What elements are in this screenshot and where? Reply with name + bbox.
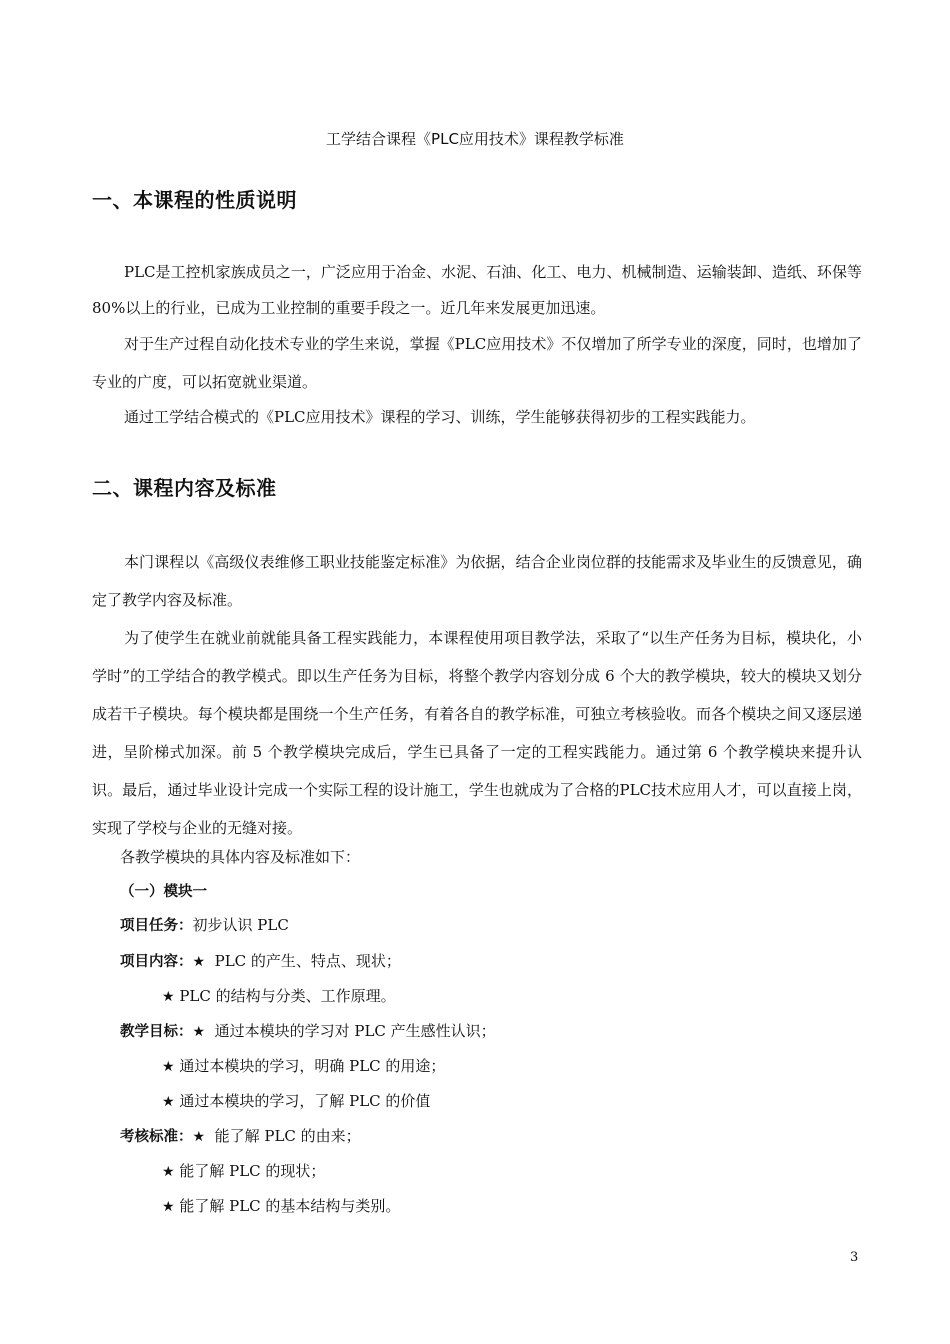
section-heading-content: 二、课程内容及标准 [92, 476, 277, 500]
star-icon: ★ [192, 1129, 206, 1145]
assessment-row: 考核标准：★ 能了解 PLC 的由来； [120, 1127, 361, 1145]
star-icon: ★ [192, 954, 206, 970]
star-icon: ★ [162, 1199, 175, 1215]
paragraph: 对于生产过程自动化技术专业的学生来说，掌握《PLC应用技术》不仅增加了所学专业的深度，同时，也增加了专业的广度，可以拓宽就业渠道。 [92, 335, 862, 391]
module-heading: （一）模块一 [120, 884, 207, 900]
list-item: 通过本模块的学习，明确 PLC 的用途； [179, 1057, 446, 1075]
list-item: PLC 的结构与分类、工作原理。 [179, 987, 396, 1005]
star-icon: ★ [162, 1059, 175, 1075]
list-item-row [162, 1160, 325, 1181]
star-icon: ★ [192, 1024, 206, 1040]
list-item: 通过本模块的学习对 PLC 产生感性认识； [214, 1022, 496, 1040]
teaching-goal-label: 教学目标 [120, 1024, 178, 1040]
list-item: 能了解 PLC 的基本结构与类别。 [179, 1197, 401, 1215]
star-icon: ★ [162, 1094, 175, 1110]
document-title: 工学结合课程《PLC应用技术》课程教学标准 [326, 130, 624, 148]
project-content-row: 项目内容：★ PLC 的产生、特点、现状； [120, 952, 401, 970]
list-item: PLC 的产生、特点、现状； [214, 952, 401, 970]
paragraph: 为了使学生在就业前就能具备工程实践能力，本课程使用项目教学法，采取了“以生产任务为目标，模块化，小学时”的工学结合的教学模式。即以生产任务为目标，将整个教学内容划分成 6 个大的教学模块，较大的模块又划分成若干子模块。每个模块都是围绕一个生产任务，有着各自的教学标准，可独立考核验收。而各个模块之间又逐层递进，呈阶梯式加深。前 5 个教学模块完成后，学生已具备了一定的工程实践能力。通过第 6 个教学模块来提升认识。最后，通过毕业设计完成一个实际工程的设计施工，学生也就成为了合格的PLC技术应用人才，可以直接上岗，实现了学校与企业的无缝对接。 [92, 629, 862, 837]
list-item: 能了解 PLC 的由来； [214, 1127, 361, 1145]
paragraph: 通过工学结合模式的《PLC应用技术》课程的学习、训练，学生能够获得初步的工程实践能力。 [124, 408, 756, 426]
star-icon: ★ [162, 1164, 175, 1180]
list-item: 通过本模块的学习，了解 PLC 的价值 [179, 1092, 431, 1110]
project-task-label: 项目任务 [120, 918, 178, 934]
project-content-label: 项目内容 [120, 954, 178, 970]
page-number: 3 [850, 1250, 859, 1265]
list-item-row [162, 985, 396, 1006]
list-item: 能了解 PLC 的现状； [179, 1162, 326, 1180]
paragraph: PLC是工控机家族成员之一，广泛应用于冶金、水泥、石油、化工、电力、机械制造、运输装卸、造纸、环保等80%以上的行业，已成为工业控制的重要手段之一。近几年来发展更加迅速。 [92, 263, 862, 317]
paragraph: 本门课程以《高级仪表维修工职业技能鉴定标准》为依据，结合企业岗位群的技能需求及毕业生的反馈意见，确定了教学内容及标准。 [92, 553, 862, 609]
list-item-row [162, 1195, 400, 1216]
teaching-goal-row: 教学目标：★ 通过本模块的学习对 PLC 产生感性认识； [120, 1022, 496, 1040]
section-heading-nature: 一、本课程的性质说明 [92, 188, 297, 212]
list-item-row [162, 1055, 445, 1076]
star-icon: ★ [162, 989, 175, 1005]
paragraph: 各教学模块的具体内容及标准如下： [120, 848, 361, 866]
project-task-value: 初步认识 PLC [192, 916, 289, 934]
assessment-label: 考核标准 [120, 1129, 178, 1145]
list-item-row [162, 1090, 430, 1111]
project-task-row: 项目任务：初步认识 PLC [120, 916, 289, 934]
